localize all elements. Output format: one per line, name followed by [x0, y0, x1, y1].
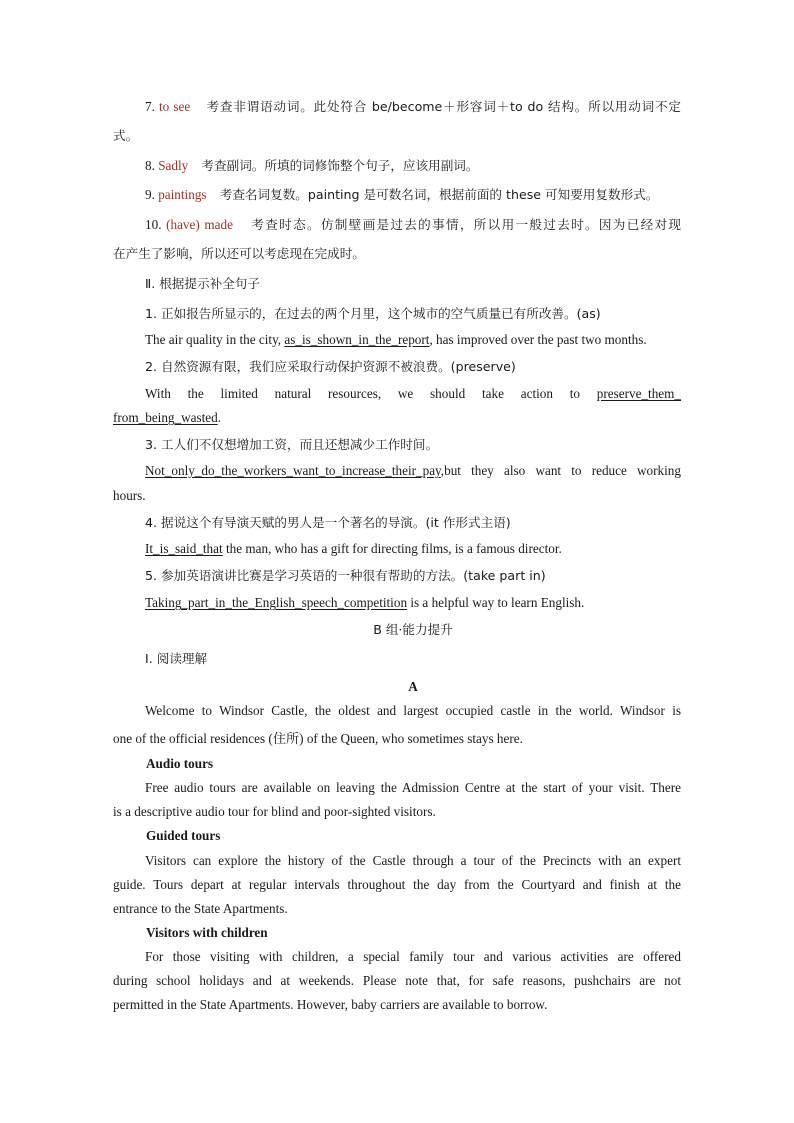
children-line-3: permitted in the State Apartments. However, baby carriers are available to borrow.	[113, 997, 548, 1012]
answer-10-cont: 在产生了影响，所以还可以考虑现在完成时。	[113, 246, 365, 261]
prompt-1: 1. 正如报告所显示的，在过去的两个月里，这个城市的空气质量已有所改善。(as)	[145, 306, 601, 321]
prompt-4: 4. 据说这个有导演天赋的男人是一个著名的导演。(it 作形式主语)	[145, 515, 511, 530]
guided-line-2: guide. Tours depart at regular intervals throughout the day from the Courtyard and finish at the	[113, 877, 681, 892]
section-heading: Ⅱ. 根据提示补全句子	[145, 276, 260, 291]
prompt-5: 5. 参加英语演讲比赛是学习英语的一种很有帮助的方法。(take part in)	[145, 568, 546, 583]
answer-8	[113, 154, 681, 178]
intro-line-2: one of the official residences (住所) of the Queen, who sometimes stays here.	[113, 731, 523, 746]
answer-explanation: 考查名词复数。painting 是可数名词，根据前面的 these 可知要用复数形式。	[219, 187, 659, 202]
sentence-text: With the limited natural resources, we should take action to	[145, 386, 597, 401]
fill-blank: from_being_wasted	[113, 410, 218, 425]
intro-line-1: Welcome to Windsor Castle, the oldest and largest occupied castle in the world. Windsor is	[145, 703, 681, 718]
fill-blank: Not_only_do_the_workers_want_to_increase_their_pay	[145, 463, 441, 478]
fill-blank: as_is_shown_in_the_report	[284, 332, 430, 347]
audio-line-1: Free audio tours are available on leaving the Admission Centre at the start of your visit. There	[145, 780, 681, 795]
sentence-text: ,but they also want to reduce working	[440, 463, 681, 478]
passage-label: A	[408, 679, 418, 694]
subsection-heading: Ⅰ. 阅读理解	[145, 651, 208, 666]
answer-number: 8.	[145, 158, 155, 173]
sentence-2	[113, 382, 681, 406]
prompt-2: 2. 自然资源有限，我们应采取行动保护资源不被浪费。(preserve)	[145, 359, 516, 374]
sentence-text: .	[217, 410, 222, 425]
answer-10	[113, 213, 681, 237]
answer-value: Sadly	[158, 158, 189, 173]
sentence-3-cont: hours.	[113, 488, 146, 503]
fill-blank: preserve_them_	[596, 386, 681, 401]
children-line-1: For those visiting with children, a special family tour and various activities are offered	[145, 949, 681, 964]
fill-blank: Taking_part_in_the_English_speech_competition	[145, 595, 408, 610]
audio-tours-title: Audio tours	[146, 756, 214, 771]
answer-value: paintings	[158, 187, 207, 202]
sentence-5	[113, 591, 681, 615]
answer-7-cont: 式。	[113, 128, 139, 143]
fill-blank: It_is_said_that	[145, 541, 223, 556]
answer-9	[113, 183, 681, 207]
sentence-1	[113, 328, 681, 352]
guided-line-1: Visitors can explore the history of the Castle through a tour of the Precincts with an expert	[145, 853, 681, 868]
answer-value: to see	[158, 99, 191, 114]
answer-number: 7.	[145, 99, 155, 114]
answer-number: 10.	[145, 217, 162, 232]
group-heading: B 组·能力提升	[373, 622, 453, 637]
sentence-3	[113, 459, 681, 483]
answer-explanation: 考查非谓语动词。此处符合 be/become＋形容词＋to do 结构。所以用动词不定	[206, 99, 681, 114]
sentence-text: The air quality in the city,	[145, 332, 285, 347]
answer-explanation: 考查时态。仿制壁画是过去的事情，所以用一般过去时。因为已经对现	[251, 217, 681, 232]
sentence-2-cont	[113, 406, 681, 430]
audio-line-2: is a descriptive audio tour for blind and poor-sighted visitors.	[113, 804, 436, 819]
children-line-2: during school holidays and at weekends. Please note that, for safe reasons, pushchairs are not	[113, 973, 681, 988]
answer-7	[113, 95, 681, 119]
answer-number: 9.	[145, 187, 155, 202]
children-title: Visitors with children	[146, 925, 268, 940]
sentence-4	[113, 537, 681, 561]
guided-line-3: entrance to the State Apartments.	[113, 901, 288, 916]
answer-explanation: 考查副词。所填的词修饰整个句子，应该用副词。	[201, 158, 479, 173]
prompt-3: 3. 工人们不仅想增加工资，而且还想减少工作时间。	[145, 437, 439, 452]
sentence-text: is a helpful way to learn English.	[407, 595, 585, 610]
sentence-text: , has improved over the past two months.	[429, 332, 647, 347]
sentence-text: the man, who has a gift for directing films, is a famous director.	[222, 541, 562, 556]
answer-value: (have) made	[166, 217, 233, 232]
guided-tours-title: Guided tours	[146, 828, 221, 843]
